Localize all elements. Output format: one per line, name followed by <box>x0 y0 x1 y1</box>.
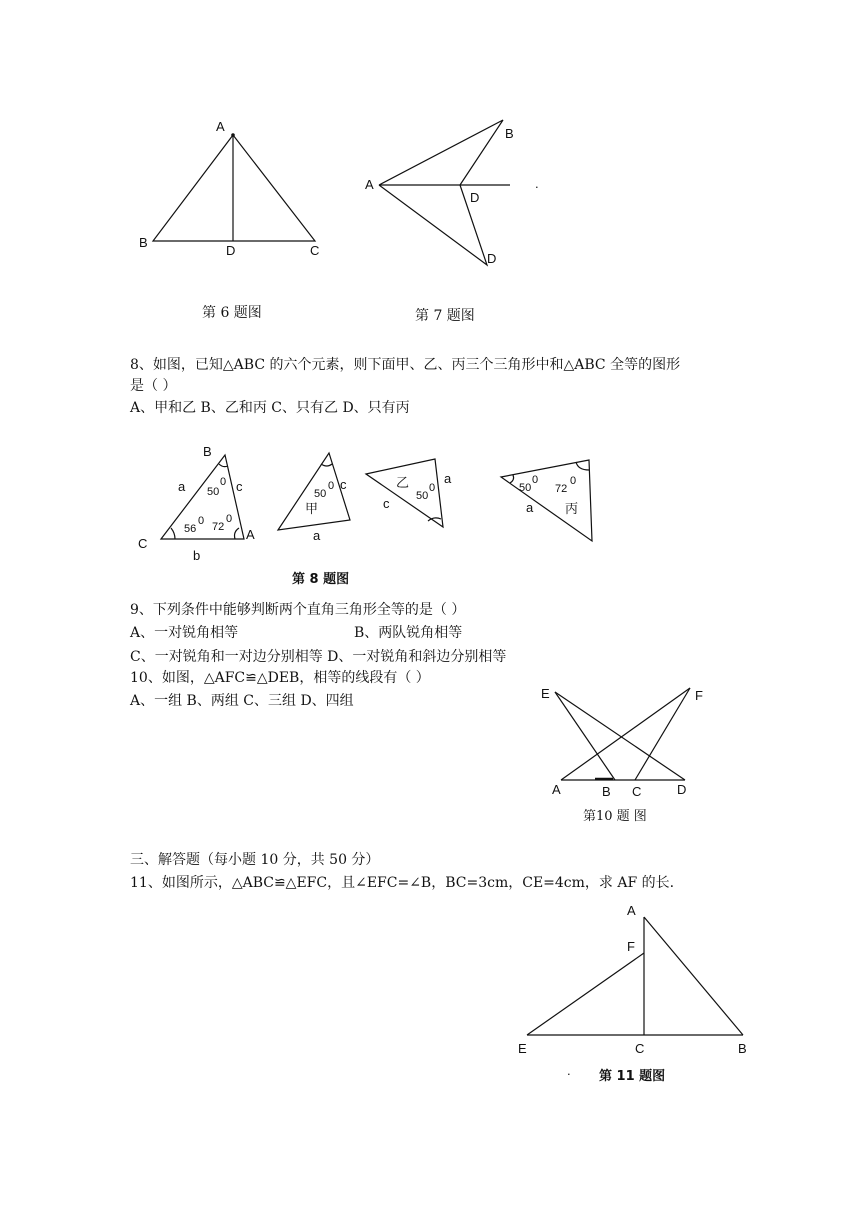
yi-side-a: a <box>444 471 452 486</box>
yi-angle: 50 <box>416 490 429 502</box>
label-b: B <box>738 1041 747 1056</box>
figure-8 <box>135 440 605 565</box>
segment-ef <box>527 953 644 1035</box>
figure-7 <box>360 110 560 270</box>
figure-7-diagram <box>360 110 560 270</box>
bing-side-a: a <box>526 500 534 515</box>
bing-angle-1: 50 <box>519 482 532 494</box>
jia-angle: 50 <box>314 488 327 500</box>
question-10-stem: 10、如图，△AFC≌△DEB，相等的线段有（ ） <box>130 670 430 686</box>
jia-side-c: c <box>340 477 347 492</box>
segment-fc <box>635 688 690 780</box>
section-3-title: 三、解答题（每小题 10 分，共 50 分） <box>130 852 380 868</box>
question-8-line1: 8、如图，已知△ABC 的六个元素，则下面甲、乙、丙三个三角形中和△ABC 全等的图形 <box>130 357 681 373</box>
bing-deg-1: 0 <box>532 474 539 486</box>
segment-eb <box>555 692 615 780</box>
question-8-line2: 是（ ） <box>130 378 177 394</box>
label-b: B <box>203 444 212 459</box>
label-f: F <box>695 688 703 703</box>
figure-11-caption: 第 11 题图 <box>599 1069 666 1084</box>
angle-b-deg: 0 <box>220 476 227 488</box>
segment-fa <box>561 688 690 780</box>
figure-10-caption: 第10 题 图 <box>583 809 647 824</box>
label-b: B <box>505 126 514 141</box>
jia-name: 甲 <box>305 501 319 516</box>
segment-ab <box>644 917 743 1035</box>
question-9-options-cd: C、一对锐角和一对边分别相等 D、一对锐角和斜边分别相等 <box>130 649 507 665</box>
label-c: C <box>635 1041 645 1056</box>
jia-deg: 0 <box>328 480 335 492</box>
bing-deg-2: 0 <box>570 475 577 487</box>
figure-8-diagram <box>135 440 605 565</box>
label-a: A <box>246 527 255 542</box>
label-a: A <box>627 903 636 918</box>
question-10-options: A、一组 B、两组 C、三组 D、四组 <box>130 693 354 709</box>
label-d: D <box>677 782 687 797</box>
label-e: E <box>541 686 550 701</box>
quad-abd <box>379 120 503 185</box>
label-a: A <box>365 177 374 192</box>
label-c: C <box>310 243 320 258</box>
question-9-option-b: B、两队锐角相等 <box>354 625 463 641</box>
angle-c-deg: 0 <box>198 515 205 527</box>
figure-7-caption: 第 7 题图 <box>415 308 475 324</box>
question-11-stem: 11、如图所示，△ABC≌△EFC，且∠EFC=∠B，BC=3cm，CE=4cm，求 AF 的长. <box>130 875 675 891</box>
triangle-abc <box>153 135 315 241</box>
figure-8-caption: 第 8 题图 <box>292 572 350 587</box>
yi-name: 乙 <box>396 475 410 490</box>
angle-c: 56 <box>184 523 197 535</box>
question-8-options: A、甲和乙 B、乙和丙 C、只有乙 D、只有丙 <box>130 400 410 416</box>
question-9-option-a: A、一对锐角相等 <box>130 625 239 641</box>
label-c: C <box>632 784 642 799</box>
bing-name: 丙 <box>565 501 579 516</box>
angle-a-deg: 0 <box>226 513 233 525</box>
label-d: D <box>226 243 236 258</box>
angle-b: 50 <box>207 486 220 498</box>
side-b: b <box>193 548 201 563</box>
figure-10-diagram <box>535 680 715 805</box>
figure-6-caption: 第 6 题图 <box>202 305 262 321</box>
label-d-lower: D <box>487 251 497 266</box>
label-a: A <box>552 782 561 797</box>
stray-dot: . <box>535 176 539 191</box>
bing-angle-2: 72 <box>555 483 568 495</box>
angle-a: 72 <box>212 521 225 533</box>
question-9-stem: 9、下列条件中能够判断两个直角三角形全等的是（ ） <box>130 602 466 618</box>
label-b: B <box>139 235 148 250</box>
label-d-upper: D <box>470 190 480 205</box>
side-a: a <box>178 479 186 494</box>
stray-dot: . <box>567 1063 571 1078</box>
figure-10 <box>535 680 715 805</box>
yi-side-c: c <box>383 496 390 511</box>
yi-deg: 0 <box>429 482 436 494</box>
figure-6-diagram <box>130 115 330 275</box>
label-a: A <box>216 119 225 134</box>
side-c: c <box>236 479 243 494</box>
label-c: C <box>138 536 148 551</box>
triangle-bing <box>501 460 592 541</box>
label-e: E <box>518 1041 527 1056</box>
label-b: B <box>602 784 611 799</box>
label-f: F <box>627 939 635 954</box>
figure-6 <box>130 115 330 275</box>
jia-side-a: a <box>313 528 321 543</box>
